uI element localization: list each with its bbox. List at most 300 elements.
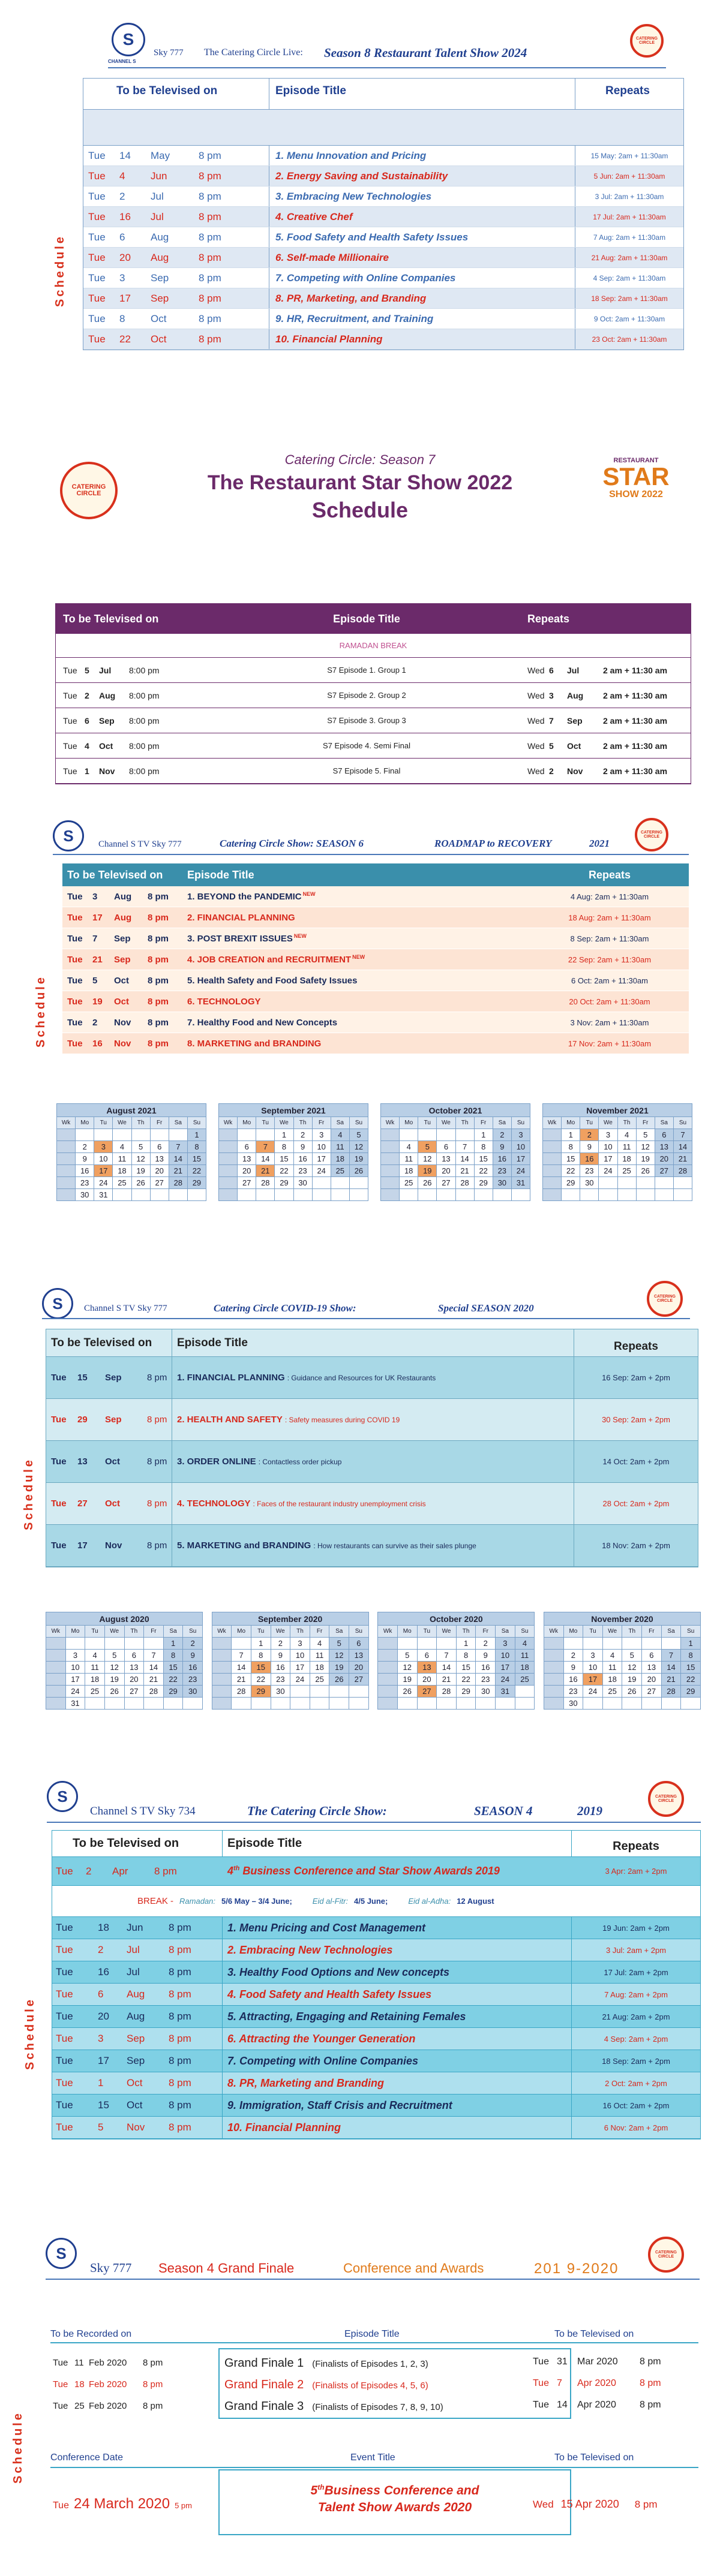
calendar-title: November 2020 <box>544 1612 700 1626</box>
schedule-row <box>52 2094 700 2117</box>
row-time: 8 pm <box>148 933 169 944</box>
repeat-time: 2 am + 11:30 am <box>603 715 668 726</box>
week-row <box>57 1165 206 1177</box>
week-row <box>212 1686 368 1698</box>
calendar-day <box>275 1189 293 1201</box>
row-time: 8 pm <box>169 1988 191 2000</box>
row-title <box>269 268 575 288</box>
calendar-day <box>131 1129 150 1141</box>
calendar-day: 3 <box>290 1638 310 1650</box>
repeat-time: 2 am + 11:30 am <box>603 766 668 776</box>
header-rule <box>47 1822 701 1823</box>
week-row <box>219 1141 368 1153</box>
calendar-day <box>661 1638 681 1650</box>
repeat-daynum: 3 <box>549 690 554 700</box>
row-repeat <box>575 172 683 180</box>
week-number <box>381 1153 400 1165</box>
row-time: 8 pm <box>148 996 169 1007</box>
row-repeat <box>530 976 689 985</box>
ramadan-value: 5/6 May – 3/4 June; <box>221 1897 292 1906</box>
row-day: Tue <box>56 1966 73 1978</box>
row-day: Tue <box>67 912 83 923</box>
row-date <box>56 666 211 675</box>
row-day: Tue <box>63 766 77 776</box>
week-number <box>544 1650 563 1662</box>
conf-num: 4 <box>227 1865 234 1877</box>
row-date <box>62 1018 182 1028</box>
row-day: Tue <box>63 715 77 726</box>
calendar-day: 29 <box>251 1686 271 1698</box>
row-title-text: 2. HEALTH AND SAFETY <box>177 1415 283 1425</box>
row-date <box>52 2028 223 2050</box>
calendar-day: 13 <box>238 1153 256 1165</box>
eid-adha-value: 12 August <box>457 1897 494 1906</box>
series-label: Catering Circle COVID-19 Show: <box>214 1302 356 1314</box>
calendar-day: 8 <box>187 1141 206 1153</box>
weekday-label: We <box>113 1117 131 1129</box>
calendar-day: 7 <box>455 1141 474 1153</box>
calendar-day: 15 <box>275 1153 293 1165</box>
calendar-day: 31 <box>511 1177 530 1189</box>
row-month: Aug <box>127 1988 145 2000</box>
calendar-day <box>583 1638 603 1650</box>
schedule-row <box>52 2006 700 2028</box>
repeat-daynum: 2 <box>549 766 554 776</box>
schedule-row <box>56 759 691 784</box>
week-row <box>381 1177 530 1189</box>
row-day: Tue <box>88 292 106 304</box>
row-repeat <box>572 1946 700 1955</box>
final-day: Tue <box>53 2500 69 2511</box>
weekday-label: Su <box>349 1626 369 1638</box>
weekday-label: Wk <box>543 1117 562 1129</box>
schedule-row <box>83 146 683 166</box>
row-month: Oct <box>105 1498 121 1509</box>
calendar-day: 30 <box>293 1177 312 1189</box>
finale-row <box>50 2353 698 2375</box>
calendar-day <box>113 1129 131 1141</box>
week-row <box>212 1698 368 1710</box>
calendar-day: 4 <box>113 1141 131 1153</box>
row-recorded <box>53 2379 163 2390</box>
row-month: Nov <box>114 1017 131 1028</box>
calendar-day: 5 <box>104 1650 124 1662</box>
row-repeat <box>530 892 689 901</box>
row-date <box>83 166 269 186</box>
row-month: Jun <box>127 1922 143 1933</box>
row-subtitle: : How restaurants can survive as their sales plunge <box>313 1541 476 1550</box>
weekday-label: Th <box>124 1626 144 1638</box>
calendar-day: 27 <box>655 1165 673 1177</box>
table-header <box>56 604 691 634</box>
calendar-day: 17 <box>511 1153 530 1165</box>
row-repeat-text: 23 Oct: 2am + 11:30am <box>592 335 667 344</box>
conf-label: Conference and Awards <box>343 2261 484 2276</box>
channel-s-logo: S <box>112 23 145 56</box>
month-calendar <box>544 1612 701 1710</box>
calendar-day <box>331 1177 349 1189</box>
calendar-day: 1 <box>187 1129 206 1141</box>
calendar-day: 26 <box>104 1686 124 1698</box>
calendar-day: 14 <box>256 1153 275 1165</box>
calendar-day: 18 <box>400 1165 418 1177</box>
tv-day: Tue <box>533 2357 549 2367</box>
week-row <box>212 1674 368 1686</box>
schedule-row <box>52 1939 700 1961</box>
calendar-day: 18 <box>617 1153 636 1165</box>
row-repeat-text: 18 Aug: 2am + 11:30am <box>568 913 651 922</box>
row-time: 8:00 pm <box>129 665 160 675</box>
channel-s-logo: S <box>42 1288 73 1319</box>
weekday-label: Fr <box>144 1626 164 1638</box>
row-title <box>223 1939 572 1961</box>
calendar-day: 6 <box>238 1141 256 1153</box>
weekday-label: Tu <box>85 1626 105 1638</box>
catering-circle-logo: CATERING CIRCLE <box>648 1781 684 1817</box>
weekday-label: Th <box>617 1117 636 1129</box>
calendar-day: 2 <box>271 1638 290 1650</box>
calendar-day: 29 <box>474 1177 493 1189</box>
calendar-day: 4 <box>602 1650 622 1662</box>
calendar-day <box>331 1189 349 1201</box>
calendar-day: 20 <box>150 1165 169 1177</box>
week-number <box>46 1662 66 1674</box>
col-repeats: Repeats <box>527 612 570 625</box>
calendar-day: 23 <box>563 1686 583 1698</box>
final-title-l1 <box>218 2479 571 2499</box>
channel-label: Channel S TV Sky 777 <box>98 839 182 849</box>
calendar-day: 16 <box>580 1153 599 1165</box>
conference-header <box>50 2452 698 2466</box>
tv-time: 8 pm <box>640 2357 661 2367</box>
row-repeat <box>530 1018 689 1027</box>
calendar-day <box>329 1698 349 1710</box>
calendar-day: 24 <box>312 1165 331 1177</box>
schedule-row <box>46 1525 698 1567</box>
week-row <box>46 1674 203 1686</box>
row-date <box>83 268 269 288</box>
row-month: Feb 2020 <box>89 2379 127 2390</box>
row-day: Tue <box>51 1456 67 1467</box>
row-recorded <box>53 2401 163 2411</box>
row-title-text: Grand Finale 1 <box>224 2357 304 2370</box>
week-row <box>219 1153 368 1165</box>
calendar-day <box>661 1698 681 1710</box>
row-month: Nov <box>105 1540 122 1551</box>
col-conf-date: Conference Date <box>50 2452 123 2463</box>
row-repeat-text: 8 Sep: 2am + 11:30am <box>570 934 649 943</box>
weekday-label: Mo <box>397 1626 417 1638</box>
row-repeat <box>572 2101 700 2110</box>
row-month: Oct <box>151 333 167 345</box>
conf-daynum: 2 <box>86 1865 92 1877</box>
calendar-day <box>515 1686 535 1698</box>
row-daynum: 18 <box>98 1922 109 1933</box>
calendar-day <box>124 1638 144 1650</box>
calendar-day <box>104 1698 124 1710</box>
row-day: Tue <box>51 1373 67 1383</box>
row-subtitle: (Finalists of Episodes 4, 5, 6) <box>312 2381 428 2391</box>
row-day: Tue <box>56 1922 73 1933</box>
row-date <box>83 309 269 329</box>
calendar-day: 5 <box>418 1141 437 1153</box>
grand-finale-section <box>0 2231 720 2576</box>
row-title <box>269 166 575 186</box>
schedule-table <box>52 1830 701 2139</box>
row-month: May <box>151 149 170 161</box>
row-date <box>52 2006 223 2027</box>
row-repeat <box>574 1499 698 1508</box>
row-daynum: 19 <box>92 996 103 1007</box>
calendar-day: 24 <box>94 1177 113 1189</box>
calendar-day: 25 <box>515 1674 535 1686</box>
row-repeat <box>530 1039 689 1048</box>
calendar-day: 11 <box>515 1650 535 1662</box>
row-daynum: 17 <box>77 1540 88 1551</box>
week-number <box>46 1650 66 1662</box>
row-date <box>83 248 269 267</box>
calendar-day: 14 <box>437 1662 457 1674</box>
row-month: Jul <box>151 210 164 222</box>
week-number <box>378 1662 398 1674</box>
schedule-row <box>46 1483 698 1525</box>
season-label: SEASON 4 <box>474 1804 533 1818</box>
week-number <box>544 1662 563 1674</box>
week-number <box>381 1141 400 1153</box>
calendar-title: October 2021 <box>381 1104 530 1117</box>
calendar-day: 20 <box>238 1165 256 1177</box>
calendar-day: 18 <box>310 1662 329 1674</box>
calendar-day <box>622 1698 642 1710</box>
row-repeat <box>530 955 689 964</box>
weekday-label: We <box>104 1626 124 1638</box>
row-day: Tue <box>53 2379 68 2390</box>
row-title-text: S7 Episode 4. Semi Final <box>323 741 410 750</box>
row-date <box>62 934 182 944</box>
calendar-day: 28 <box>169 1177 187 1189</box>
weekday-row <box>57 1117 206 1129</box>
calendar-day: 9 <box>76 1153 94 1165</box>
row-daynum: 8 <box>119 312 125 324</box>
calendar-day: 13 <box>642 1662 662 1674</box>
calendar-day <box>673 1189 692 1201</box>
calendar-day: 4 <box>515 1638 535 1650</box>
week-number <box>543 1129 562 1141</box>
calendar-day <box>312 1177 331 1189</box>
calendar-title: August 2020 <box>46 1612 203 1626</box>
col-televised: To be Televised on <box>83 79 269 109</box>
row-day: Tue <box>88 333 106 345</box>
calendar-day: 25 <box>331 1165 349 1177</box>
row-repeat <box>523 666 691 675</box>
calendar-day: 17 <box>496 1662 515 1674</box>
header-rule <box>53 854 689 855</box>
tv-month: Apr 2020 <box>577 2400 616 2410</box>
row-repeat-text: 9 Oct: 2am + 11:30am <box>593 314 665 323</box>
row-title <box>223 2028 572 2050</box>
calendar-day <box>583 1698 603 1710</box>
weekday-label: Su <box>681 1626 701 1638</box>
calendar-day: 11 <box>617 1141 636 1153</box>
catering-circle-logo: CATERING CIRCLE <box>60 462 118 519</box>
row-title <box>223 2050 572 2072</box>
calendar-day: 2 <box>493 1129 511 1141</box>
row-subtitle: : Guidance and Resources for UK Restaurants <box>287 1373 436 1382</box>
row-title <box>172 1357 574 1398</box>
row-time: 8 pm <box>169 2055 191 2066</box>
catering-circle-logo: CATERING CIRCLE <box>647 1281 683 1317</box>
schedule-row <box>83 186 683 207</box>
final-l1: Business Conference and <box>324 2484 479 2497</box>
calendar-day <box>642 1698 662 1710</box>
calendar-day: 24 <box>65 1686 85 1698</box>
row-day: Tue <box>63 665 77 675</box>
week-row <box>46 1686 203 1698</box>
row-month: Sep <box>127 2033 145 2044</box>
row-month: Nov <box>127 2121 145 2133</box>
row-repeat <box>575 315 683 323</box>
calendar-title-row <box>544 1612 700 1626</box>
row-title <box>223 1917 572 1939</box>
calendar-day <box>65 1638 85 1650</box>
calendar-day: 29 <box>456 1686 476 1698</box>
row-repeat <box>572 1924 700 1933</box>
calendar-day <box>400 1189 418 1201</box>
season-subtitle: Catering Circle: Season 7 <box>284 452 436 467</box>
row-daynum: 3 <box>98 2033 104 2044</box>
row-time: 8 pm <box>169 1922 191 1933</box>
week-number <box>381 1189 400 1201</box>
row-title-text: Grand Finale 2 <box>224 2378 304 2391</box>
week-row <box>543 1177 692 1189</box>
weekday-label: We <box>599 1117 617 1129</box>
calendar-day: 8 <box>275 1141 293 1153</box>
repeat-time: 2 am + 11:30 am <box>603 690 668 700</box>
series-label: The Catering Circle Live: <box>204 47 303 58</box>
calendar-day: 11 <box>602 1662 622 1674</box>
row-repeat <box>572 2012 700 2021</box>
calendar-day <box>349 1189 368 1201</box>
weekday-label: Tu <box>256 1117 275 1129</box>
row-day: Tue <box>63 690 77 700</box>
row-day: Tue <box>56 2099 73 2111</box>
table-header <box>52 1831 700 1857</box>
row-repeat-text: 6 Oct: 2am + 11:30am <box>571 976 649 985</box>
row-title-text: 8. PR, Marketing and Branding <box>227 2077 385 2089</box>
weekday-label: Mo <box>65 1626 85 1638</box>
calendar-day: 28 <box>455 1177 474 1189</box>
row-day: Tue <box>88 210 106 222</box>
schedule-row <box>62 1012 689 1033</box>
row-subtitle: (Finalists of Episodes 1, 2, 3) <box>312 2359 428 2369</box>
year-label: 2021 <box>589 838 610 849</box>
repeat-day: Wed <box>527 690 545 700</box>
calendar-day: 2 <box>183 1638 203 1650</box>
row-title <box>224 2400 443 2414</box>
calendar-day <box>349 1686 369 1698</box>
calendar-day <box>599 1177 617 1189</box>
calendar-day: 13 <box>349 1650 369 1662</box>
col-televised: To be Televised on <box>46 1329 172 1356</box>
calendar-day <box>437 1129 455 1141</box>
tv-time: 8 pm <box>640 2400 661 2410</box>
row-repeat <box>575 233 683 242</box>
row-title <box>211 716 523 725</box>
week-row <box>57 1153 206 1165</box>
calendar-day: 3 <box>511 1129 530 1141</box>
row-repeat <box>523 766 691 776</box>
calendar-title-row <box>46 1612 203 1626</box>
week-row <box>378 1674 535 1686</box>
row-day: Tue <box>88 251 106 263</box>
calendar-day: 7 <box>144 1650 164 1662</box>
calendar-day <box>476 1698 496 1710</box>
row-daynum: 6 <box>85 715 89 726</box>
calendar-day: 6 <box>437 1141 455 1153</box>
row-repeat <box>575 192 683 201</box>
row-title-text: 5. Attracting, Engaging and Retaining Females <box>227 2010 466 2023</box>
calendar-day: 10 <box>65 1662 85 1674</box>
calendar-day: 31 <box>65 1698 85 1710</box>
week-number <box>212 1662 232 1674</box>
calendar-day: 10 <box>94 1153 113 1165</box>
calendar-day: 26 <box>131 1177 150 1189</box>
calendar-day: 4 <box>310 1638 329 1650</box>
calendar-day <box>312 1189 331 1201</box>
schedule-row <box>62 991 689 1012</box>
row-title-text: S7 Episode 3. Group 3 <box>327 716 406 725</box>
row-title <box>172 1399 574 1440</box>
calendar-day: 25 <box>400 1177 418 1189</box>
calendar-day <box>131 1189 150 1201</box>
row-date <box>52 2072 223 2094</box>
weekday-label: Mo <box>562 1117 580 1129</box>
row-title-text: 4. JOB CREATION and RECRUITMENT <box>187 955 352 965</box>
calendar-day: 7 <box>256 1141 275 1153</box>
new-badge: NEW <box>302 891 316 897</box>
final-time: 5 pm <box>175 2501 192 2510</box>
calendar-day: 5 <box>636 1129 655 1141</box>
row-repeat <box>572 2035 700 2044</box>
break-row <box>52 1886 700 1917</box>
row-date <box>62 1039 182 1049</box>
week-row <box>46 1638 203 1650</box>
calendar-day: 23 <box>476 1674 496 1686</box>
show-title: The Restaurant Star Show 2022 <box>207 471 513 494</box>
calendar-day <box>681 1698 701 1710</box>
conf-month: Apr <box>112 1865 128 1877</box>
week-number <box>219 1153 238 1165</box>
calendar-day: 12 <box>349 1141 368 1153</box>
row-title <box>269 288 575 308</box>
calendar-day: 16 <box>563 1674 583 1686</box>
schedule-row <box>56 658 691 683</box>
calendar-day: 11 <box>85 1662 105 1674</box>
calendar-day <box>251 1698 271 1710</box>
row-title-text: 10. Financial Planning <box>227 2121 341 2133</box>
calendar-day <box>94 1129 113 1141</box>
calendar-day <box>144 1638 164 1650</box>
week-number <box>543 1189 562 1201</box>
row-title <box>223 1984 572 2005</box>
calendar-day: 14 <box>169 1153 187 1165</box>
calendar-day: 29 <box>562 1177 580 1189</box>
calendar-day: 30 <box>580 1177 599 1189</box>
week-row <box>381 1153 530 1165</box>
calendar-day: 26 <box>349 1165 368 1177</box>
row-month: Oct <box>127 2099 143 2111</box>
calendar-day: 29 <box>163 1686 183 1698</box>
